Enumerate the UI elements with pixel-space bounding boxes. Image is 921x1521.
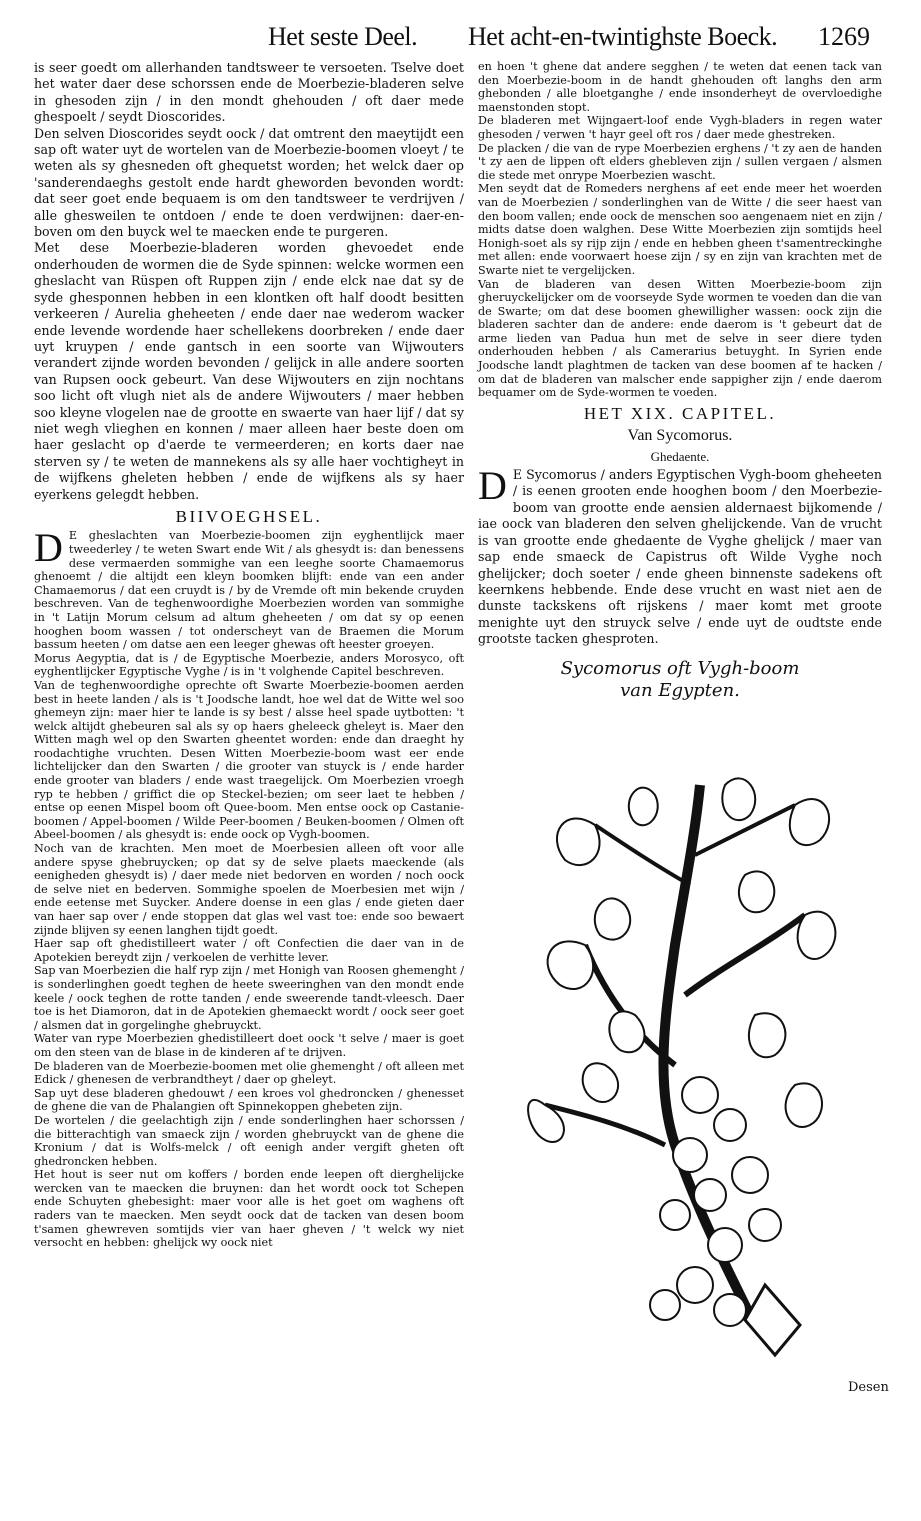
paragraph-with-dropcap: D E Sycomorus / anders Egyptischen Vygh-boom gheheeten / is eenen grooten ende hooghen boom / den Moerbezie-boom van grootte ende aensien aldernaest bijkomende / iae oock van bladeren den selven ghelijckende. Van de vrucht is van grootte ende ghedaente de Vyghe ghelijck / maer van sap ende smaeck de Capistrus oft Wilde Vyghe noch ghelijcker; doch soeter / ende gheen binnenste sadekens oft keernkens hebbende. Ende dese vrucht en wast niet aen de dunste tackskens oft rijskens / maer komt met groote menighte uyt den struyck selve / ende uyt de oudtste ende grootste tacken ghesproten.: [478, 463, 882, 647]
paragraph: Sap van Moerbezien die half ryp zijn / met Honigh van Roosen ghemenght / is sonderlinghen goedt teghen de heete sweeringhen van den mondt ende keele / oock teghen de rotte tanden / ende sweerende tandt-vleesch. Daer toe is het Diamoron, dat in de Apotekien ghemaeckt wordt / oock seer goet / alsmen dat in gorgelinghe ghebruyckt.: [34, 964, 464, 1032]
caption-line: Sycomorus oft Vygh-boom: [560, 657, 800, 679]
section-heading: BIIVOEGHSEL.: [175, 506, 323, 526]
paragraph: De bladeren met Wijngaert-loof ende Vygh-bladers in regen water ghesoden / verwen 't hayr geel oft ros / daer mede ghestreken.: [478, 114, 882, 141]
paragraph: Noch van de krachten. Men moet de Moerbesien alleen oft voor alle andere spyse ghebruycken; op dat sy de selve plaets maeckende (als eenigheden ghesydt is) / daer mede niet bedorven en worden / noch oock de selve niet en bederven. Sommighe spoelen de Moerbesien met wijn / ende eetense met Suycker. Andere doense in een glas / ende gieten daer van haer sap over / ende stoppen dat glas wel vast toe: ende soo bewaert zijnde blijven sy eenen langhen tijdt goedt.: [34, 842, 464, 937]
paragraph: Van de bladeren van desen Witten Moerbezie-boom zijn gheruyckelijcker om de voorseyde Syde wormen te voeden dan die van de Swarte; om dat dese boomen ghewilligher wassen: oock zijn die bladeren sachter dan de andere: ende daerom is 't gebeurt dat de arme lieden van Padua hun met de selve in seer diere tyden onderhouden hebben / als Camerarius betuyght. In Syrien ende Joodsche landt plaghtmen de tacken van dese boomen af te hacken / om dat de bladeren van malscher ende sappigher zijn / ende daerom bequamer om de Syde-wormen te voeden.: [478, 277, 882, 400]
left-column: [34, 60, 464, 1480]
paragraph: Sap uyt dese bladeren ghedouwt / een kroes vol ghedroncken / ghenesset de ghene die van de Phalangien oft Spinnekoppen ghebeten zijn.: [34, 1086, 464, 1114]
running-head-right: Het acht-en-twintighste Boeck.: [468, 22, 778, 51]
paragraph: Met dese Moerbezie-bladeren worden ghevoedet ende onderhouden de wormen die de Syde spinnen: welcke wormen een gheslacht van Rüspen oft Ruppen zijn / ende elck nae dat sy de syde ghesponnen hebben in een klontken oft half doodt besitten verkeeren / Aurelia gheheeten / ende daer nae wederom wacker ende levende wordende haer schellekens doorbreken / ende daer uyt kruypen / ende gantsch in een soorte van Wijwouters verandert zijnde worden bevonden / gelijck in alle andere soorten van Rupsen oock gebeurt. Van dese Wijwouters en zijn nochtans soo licht oft vlugh niet als de andere Wijwouters / maer hebben soo kleyne vlogelen nae de grootte en swaerte van haer lijf / dat sy niet wegh vlieghen en konnen / maer alleen haer beste doen om haer geslacht op d'aerde te vermeerderen; en korts daer nae sterven sy / te weten de mannekens als sy alle haer vochtigheyt in de wijfkens gheleten hebben / ende de wijfkens als sy haer eyerkens gelegdt hebben.: [34, 240, 464, 502]
paragraph: Morus Aegyptia, dat is / de Egyptische Moerbezie, anders Morosyco, oft eyghentlijcker Egyptische Vyghe / is in 't volghende Capitel beschreven.: [34, 651, 464, 679]
paragraph: De bladeren van de Moerbezie-boomen met olie ghemenght / oft alleen met Edick / ghenesen de verbrandtheyt / daer op gheleyt.: [34, 1059, 464, 1087]
right-column: [478, 60, 882, 702]
paragraph-with-dropcap: D E gheslachten van Moerbezie-boomen zijn eyghentlijck maer tweederley / te weten Swart ende Wit / als ghesydt is: dan benessens dese vermaerden sommighe van een leeghe soorte Chamaemorus ghenoemt / die altijdt een kleyn boomken blijft: ende van een ander Chamaemorus / dat een cruydt is / by de Vremde oft min bekende cruyden beschreven. Van de teghenwoordighe Moerbezien worden van sommighe in 't Latijn Morum celsum ad altum gheheeten / om dat sy op eenen hooghen boom wassen / tot onderscheyt van de Braemen die Morum bassum heeten / om datse aen een leeger ghewas oft heester groeyen.: [34, 525, 464, 652]
paragraph: is seer goedt om allerhanden tandtsweer te versoeten. Tselve doet het water daer dese schorssen ende de Moerbezie-bladeren selve in ghesoden zijn / in den mondt ghehouden / oft daer mede ghespoelt / seydt Dioscorides.: [34, 60, 464, 125]
dropcap: D: [478, 463, 507, 509]
paragraph: De placken / die van de rype Moerbezien erghens / 't zy aen de handen 't zy aen de lippen oft elders ghebleven zijn / sullen vergaen / alsmen die stede met onrype Moerbezien wascht.: [478, 141, 882, 182]
paragraph: Water van rype Moerbezien ghedistilleert doet oock 't selve / maer is goet om den steen van de blase in de kinderen af te drijven.: [34, 1032, 464, 1059]
paragraph: Den selven Dioscorides seydt oock / dat omtrent den maeytijdt een sap oft water uyt de wortelen van de Moerbezie-boomen vloeyt / te weten als sy ghesneden oft ghequetst worden; het welck daer op 'sanderendaeghs gestolt ende hardt gheworden bevonden wordt: dat seer goet ende bequaem is om den tandtsweer te verdrijven / alle ghesweilen te ontdoen / ende te doen verdwijnen: daer-en-boven om den buyck wel te maecken ende te purgeren.: [34, 125, 464, 240]
sub-heading: Ghedaente.: [650, 448, 710, 464]
paragraph: en hoen 't ghene dat andere segghen / te weten dat eenen tack van den Moerbezie-boom in de handt ghehouden oft langhs den arm ghebonden / alle bloetganghe / ende insonderheyt de overvloedighe maenstonden stopt.: [478, 60, 882, 114]
paragraph: Haer sap oft ghedistilleert water / oft Confectien die daer van in de Apotekien bereydt zijn / verkoelen de verhitte lever.: [34, 937, 464, 964]
paragraph: Men seydt dat de Romeders nerghens af eet ende meer het woerden van de Moerbezien / sonderlinghen van de Witte / die seer haest van den boom vallen; ende oock de menschen soo aengenaem niet en zijn / midts datse doen walghen. Dese Witte Moerbezien zijn somtijds heel Honigh-soet als sy rijp zijn / ende en hebben gheen t'samentreckinghe met allen: ende voorwaert hoese zijn / sy en zijn van krachten met de Swarte niet te vergelijcken.: [478, 182, 882, 277]
catchword: Desen: [848, 1380, 889, 1395]
page-header: [0, 18, 921, 58]
paragraph: Van de teghenwoordighe oprechte oft Swarte Moerbezie-boomen aerden best in heete landen / als is 't Joodsche landt, hoe wel dat de Witte wel soo ghemeyn zijn: maer hier te lande is sy best / alsse heel spade uytbotten: 't welck altijdt ghebeuren sal als sy op haers gheleeck gheleyt is. Maer den Witten magh wel op den Swarten gheentet worden: ende dan draeght hy roodachtighe vruchten. Desen Witten Moerbezie-boom wast eer ende lichtelijcker dan den Swarten / die grooter van stuyck is / ende harder ende grooter van bladers / ende wast traegelijck. Om Moerbezien vroegh ryp te hebben / griffict die op Steckel-bezien; om seer laet te hebben / entse op eenen Mispel boom oft Quee-boom. Men entse oock op Castanie-boomen / Appel-boomen / Wilde Peer-boomen / Beuken-boomen / Olmen oft Abeel-boomen / als ghesydt is: ende oock op Vygh-boomen.: [34, 678, 464, 842]
paragraph: De wortelen / die geelachtigh zijn / ende sonderlinghen haer schorssen / die bitterachtigh van smaeck zijn / worden ghebruyckt van de ghene die Kronium / dat is Wolfs-melck / oft eenigh ander vergift gheten oft ghedroncken hebben.: [34, 1113, 464, 1168]
chapter-heading: HET XIX. CAPITEL.: [583, 403, 777, 423]
page-number: 1269: [818, 22, 870, 51]
running-head-left: Het seste Deel.: [268, 22, 418, 51]
dropcap: D: [34, 525, 63, 571]
paragraph: Het hout is seer nut om koffers / borden ende leepen oft dierghelijcke wercken van te maecken die bruynen: dan het wordt oock tot Schepen ende Schuyten ghebesight: maer voor alle is het goet om waghens oft raders van te maecken. Men seydt oock dat de tacken van desen boom t'samen ghewreven somtijds vier van haer gheven / 't welck wy niet versocht en hebben: ghelijck wy oock niet: [34, 1168, 464, 1250]
caption-line: van Egypten.: [620, 679, 740, 701]
illustration-caption: [478, 658, 882, 702]
chapter-title: Van Sycomorus.: [627, 427, 733, 445]
sycomorus-woodcut-illustration: [525, 765, 845, 1365]
